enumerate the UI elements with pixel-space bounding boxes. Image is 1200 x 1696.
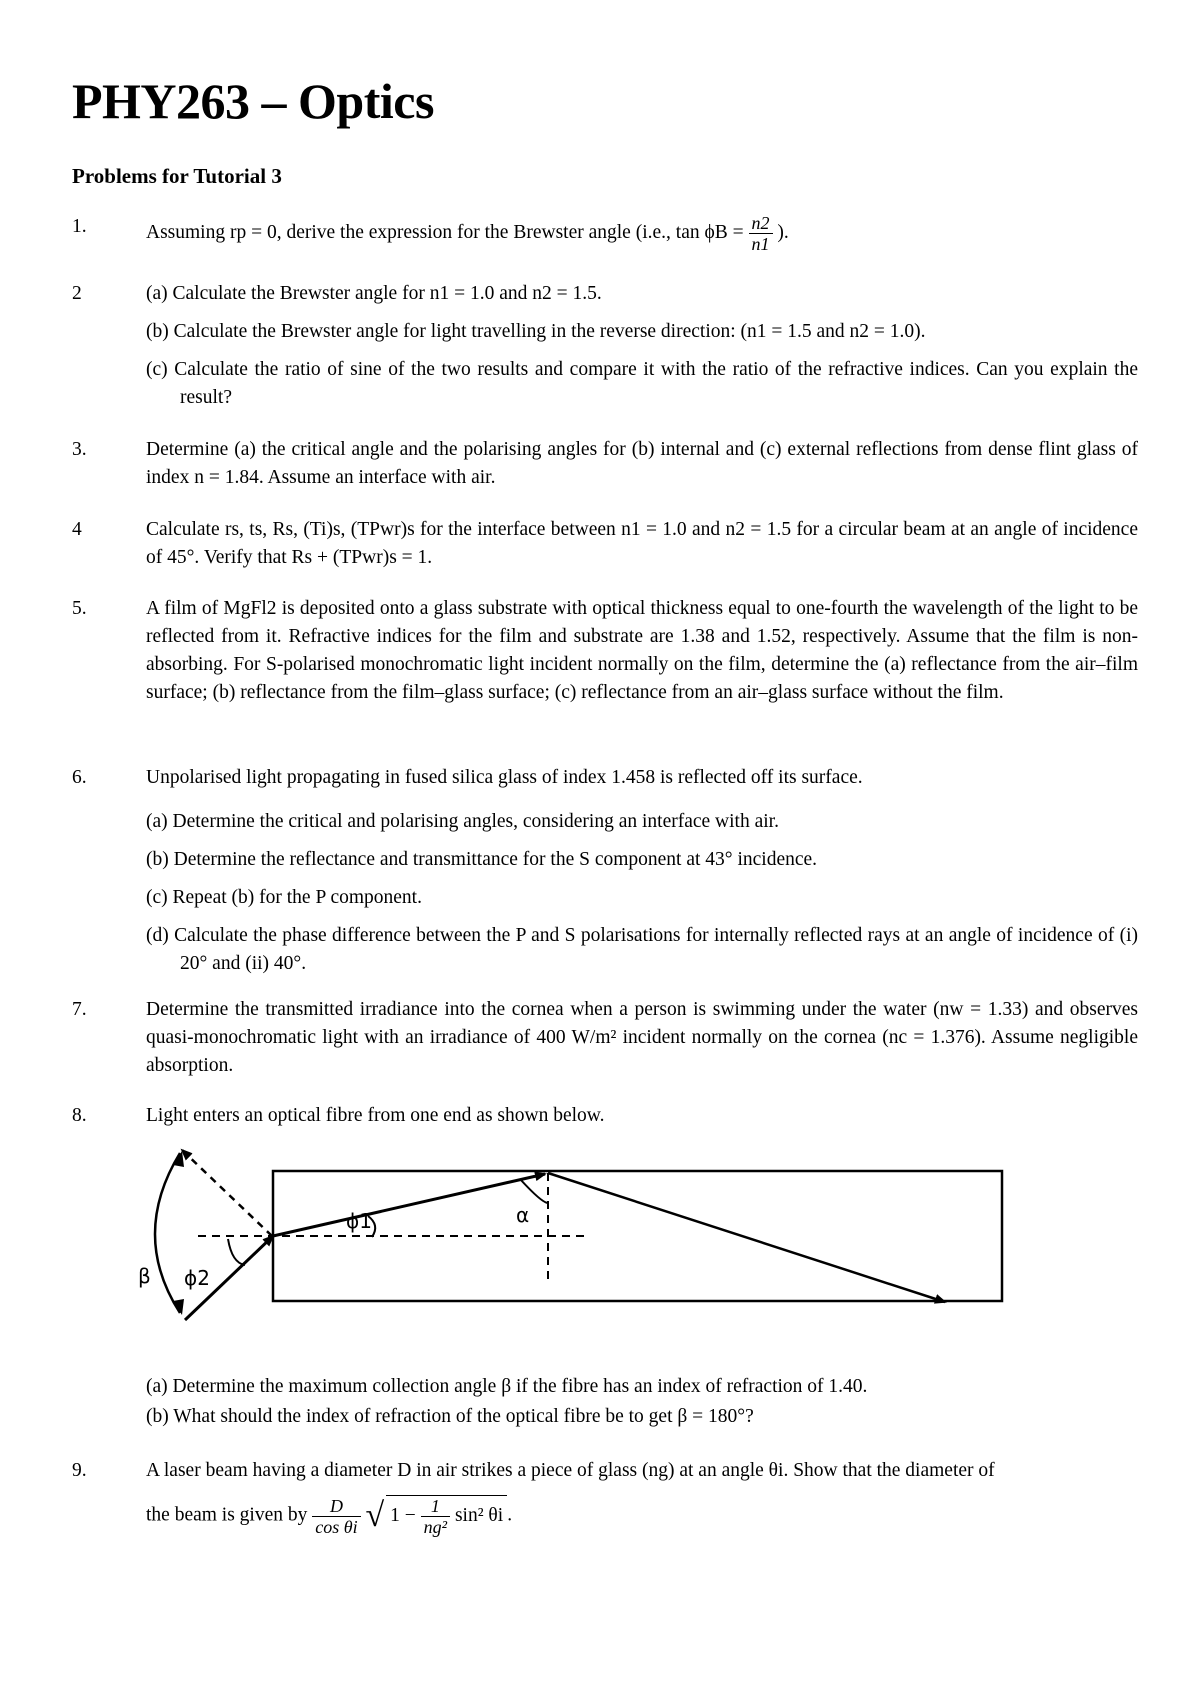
fraction-numerator: D xyxy=(312,1496,360,1517)
problem-text-end: ). xyxy=(777,221,789,243)
problem-number: 9. xyxy=(72,1460,87,1481)
sqrt-symbol: √ xyxy=(365,1497,385,1534)
formula-line xyxy=(146,1495,1138,1537)
fraction-denominator: ng² xyxy=(423,1517,448,1537)
alpha-label: α xyxy=(516,1203,530,1227)
problem-7 xyxy=(72,996,1138,1080)
acceptance-cone-edge xyxy=(182,1150,272,1236)
optical-fibre-diagram xyxy=(140,1145,1020,1335)
part-b: (b) Calculate the Brewster angle for light travelling in the reverse direction: (n1 = 1.5 and n2 = 1.0). xyxy=(146,321,926,342)
formula-end: . xyxy=(507,1504,513,1526)
problem-8-parts xyxy=(72,1373,1138,1431)
root-tail: sin² θi xyxy=(454,1504,504,1526)
alpha-arc xyxy=(520,1179,548,1203)
problem-number: 4 xyxy=(72,519,82,540)
problem-intro: Unpolarised light propagating in fused silica glass of index 1.458 is reflected off its surface. xyxy=(146,767,863,788)
root-fraction xyxy=(421,1496,450,1537)
part-a: (a) Determine the critical and polarising angles, considering an interface with air. xyxy=(146,811,779,832)
part-b: (b) Determine the reflectance and transmittance for the S component at 43° incidence. xyxy=(146,849,818,870)
page-subtitle: Problems for Tutorial 3 xyxy=(72,164,282,188)
phi2-label: ϕ2 xyxy=(184,1266,210,1290)
sqrt-body xyxy=(386,1495,507,1537)
problem-3 xyxy=(72,436,1138,492)
problem-number: 6. xyxy=(72,767,87,788)
problem-number: 7. xyxy=(72,999,87,1020)
problem-2 xyxy=(72,280,1138,412)
part-a: (a) Calculate the Brewster angle for n1 = 1.0 and n2 = 1.5. xyxy=(146,283,602,304)
brewster-fraction xyxy=(749,213,773,254)
part-d: (d) Calculate the phase difference between the P and S polarisations for internally reflected rays at an angle of incidence of (i) 20° and (ii) 40°. xyxy=(146,925,1138,974)
phi2-arc xyxy=(228,1239,245,1265)
problem-intro: Light enters an optical fibre from one end as shown below. xyxy=(146,1105,605,1126)
part-c: (c) Repeat (b) for the P component. xyxy=(146,887,422,908)
problem-text: Calculate rs, ts, Rs, (Ti)s, (TPwr)s for the interface between n1 = 1.0 and n2 = 1.5 for a circular beam at an angle of incidence of 45°. Verify that Rs + (TPwr)s = 1. xyxy=(146,519,1138,568)
fraction-denominator: cos θi xyxy=(315,1516,358,1537)
part-c: (c) Calculate the ratio of sine of the two results and compare it with the ratio of the refractive indices. Can you explain the result? xyxy=(146,359,1138,408)
root-lead: 1 − xyxy=(390,1504,416,1526)
problem-text: Determine (a) the critical angle and the polarising angles for (b) internal and (c) external reflections from dense flint glass of index n = 1.84. Assume an interface with air. xyxy=(146,439,1138,488)
fraction-denominator: n1 xyxy=(751,234,770,254)
beta-arc xyxy=(155,1153,180,1313)
problem-4 xyxy=(72,516,1138,572)
beta-label: β xyxy=(138,1264,151,1288)
page-title: PHY263 – Optics xyxy=(72,73,434,129)
problem-number: 3. xyxy=(72,439,87,460)
problem-8 xyxy=(72,1102,1138,1130)
reflected-ray xyxy=(548,1173,945,1302)
part-b: (b) What should the index of refraction of the optical fibre be to get β = 180°? xyxy=(146,1406,754,1427)
formula-lead: the beam is given by xyxy=(146,1504,308,1526)
problem-number: 8. xyxy=(72,1105,87,1126)
problem-9 xyxy=(72,1457,1138,1537)
problem-text: A film of MgFl2 is deposited onto a glass substrate with optical thickness equal to one-fourth the wavelength of the light to be reflected from it. Refractive indices for the film and substrate are 1.38 and 1.52, respectively. Assume that the film is non-absorbing. For S-polarised monochromatic light incident normally on the film, determine the (a) reflectance from the air–film surface; (b) reflectance from the film–glass surface; (c) reflectance from an air–glass surface without the film. xyxy=(146,598,1138,703)
problem-text: Determine the transmitted irradiance into the cornea when a person is swimming under the water (nw = 1.33) and observes quasi-monochromatic light with an irradiance of 400 W/m² incident normally on the cornea (nc = 1.376). Assume negligible absorption. xyxy=(146,999,1138,1076)
refracted-ray xyxy=(273,1174,545,1236)
problem-1 xyxy=(72,213,1138,254)
problem-number: 5. xyxy=(72,598,87,619)
problem-number: 1. xyxy=(72,216,87,237)
problem-text: Assuming rp = 0, derive the expression for the Brewster angle (i.e., tan ϕB = xyxy=(146,221,744,243)
fraction-numerator: n2 xyxy=(749,213,773,234)
problem-number: 2 xyxy=(72,283,82,304)
problem-text: A laser beam having a diameter D in air strikes a piece of glass (ng) at an angle θi. Show that the diameter of xyxy=(146,1460,995,1481)
fraction-numerator: 1 xyxy=(421,1496,450,1517)
problem-6 xyxy=(72,764,1138,978)
diameter-fraction xyxy=(312,1496,360,1537)
problem-5 xyxy=(72,595,1138,707)
part-a: (a) Determine the maximum collection angle β if the fibre has an index of refraction of 1.40. xyxy=(146,1376,868,1397)
phi1-label: ϕ1 xyxy=(346,1209,372,1233)
